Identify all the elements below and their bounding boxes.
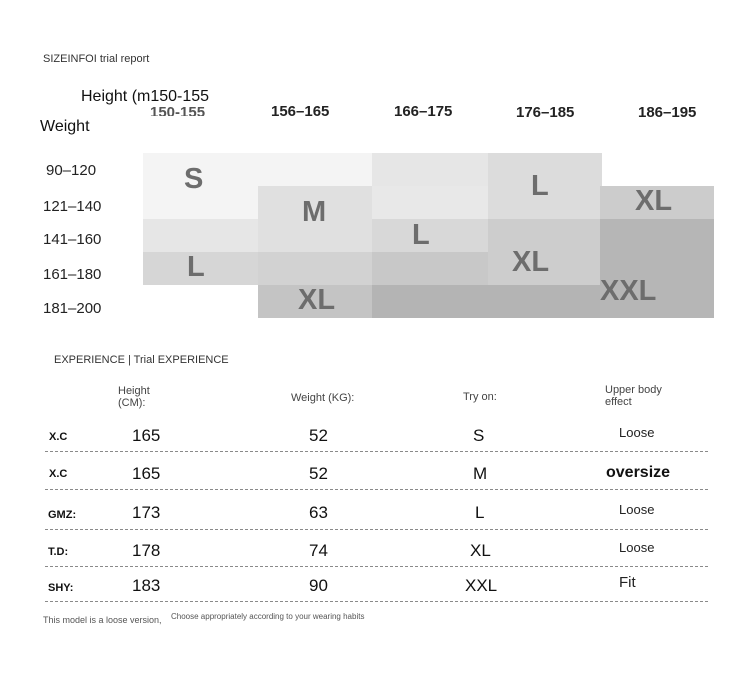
footnote-right: Choose appropriately according to your wearing habits (171, 612, 365, 621)
row-height: 183 (132, 576, 161, 595)
size-label-xl: XL (298, 284, 336, 316)
column-header-176-185: 176–185 (516, 104, 575, 121)
height-axis-label: Height (m150-155 (81, 88, 210, 105)
row-name: SHY: (48, 582, 74, 594)
row-size: XXL (465, 576, 498, 595)
row-divider (45, 566, 708, 567)
grid-cell (372, 186, 488, 219)
row-divider (45, 451, 708, 452)
row-name: GMZ: (48, 509, 77, 521)
weight-axis-label: Weight (40, 118, 90, 135)
row-divider (45, 489, 708, 490)
row-divider (45, 529, 708, 530)
row-size: XL (470, 541, 491, 560)
row-effect: Loose (619, 540, 655, 555)
size-label-xl: XL (635, 185, 673, 217)
column-header-clip (150, 106, 230, 116)
size-label-xl: XL (512, 246, 550, 278)
row-weight: 52 (309, 426, 328, 445)
report-title: SIZEINFOI trial report (43, 53, 150, 65)
grid-cell (372, 285, 600, 318)
row-size: M (473, 464, 488, 483)
size-label-xxl: XXL (600, 275, 657, 307)
row-header-181-200: 181–200 (43, 300, 102, 317)
row-header-90-120: 90–120 (46, 162, 97, 179)
row-weight: 63 (309, 503, 328, 522)
row-height: 178 (132, 541, 161, 560)
row-effect: Fit (619, 574, 636, 591)
size-label-l: L (187, 251, 205, 283)
size-label-l: L (531, 170, 549, 202)
grid-cell (372, 219, 488, 252)
grid-cell (372, 252, 488, 285)
size-label-m: M (302, 196, 327, 228)
grid-cell (143, 219, 258, 252)
row-effect: Loose (619, 502, 655, 517)
row-weight: 90 (309, 576, 328, 595)
column-header-186-195: 186–195 (638, 104, 697, 121)
column-header-156-165: 156–165 (271, 103, 330, 120)
header-effect: Upper body effect (605, 384, 662, 408)
row-name: X.C (49, 431, 68, 443)
size-label-l: L (412, 219, 430, 251)
row-size: L (475, 503, 485, 522)
footnote-left: This model is a loose version, (43, 615, 162, 625)
row-divider (45, 601, 708, 602)
row-height: 173 (132, 503, 161, 522)
row-header-141-160: 141–160 (43, 231, 102, 248)
grid-cell (258, 153, 372, 186)
header-weight: Weight (KG): (291, 392, 355, 404)
column-header-150-155: 150-155 (150, 106, 206, 116)
row-size: S (473, 426, 485, 445)
header-try-on: Try on: (463, 391, 497, 403)
row-name: X.C (49, 468, 68, 480)
row-effect: oversize (606, 464, 671, 481)
row-header-121-140: 121–140 (43, 198, 102, 215)
row-weight: 52 (309, 464, 328, 483)
column-header-166-175: 166–175 (394, 103, 453, 120)
row-weight: 74 (309, 541, 328, 560)
experience-title: EXPERIENCE | Trial EXPERIENCE (54, 354, 229, 366)
row-height: 165 (132, 426, 161, 445)
size-label-s: S (184, 163, 204, 195)
row-effect: Loose (619, 425, 655, 440)
grid-cell (372, 153, 488, 186)
grid-cell (258, 252, 372, 285)
row-name: T.D: (48, 546, 69, 558)
row-height: 165 (132, 464, 161, 483)
header-height: Height (CM): (118, 385, 150, 409)
row-header-161-180: 161–180 (43, 266, 102, 283)
